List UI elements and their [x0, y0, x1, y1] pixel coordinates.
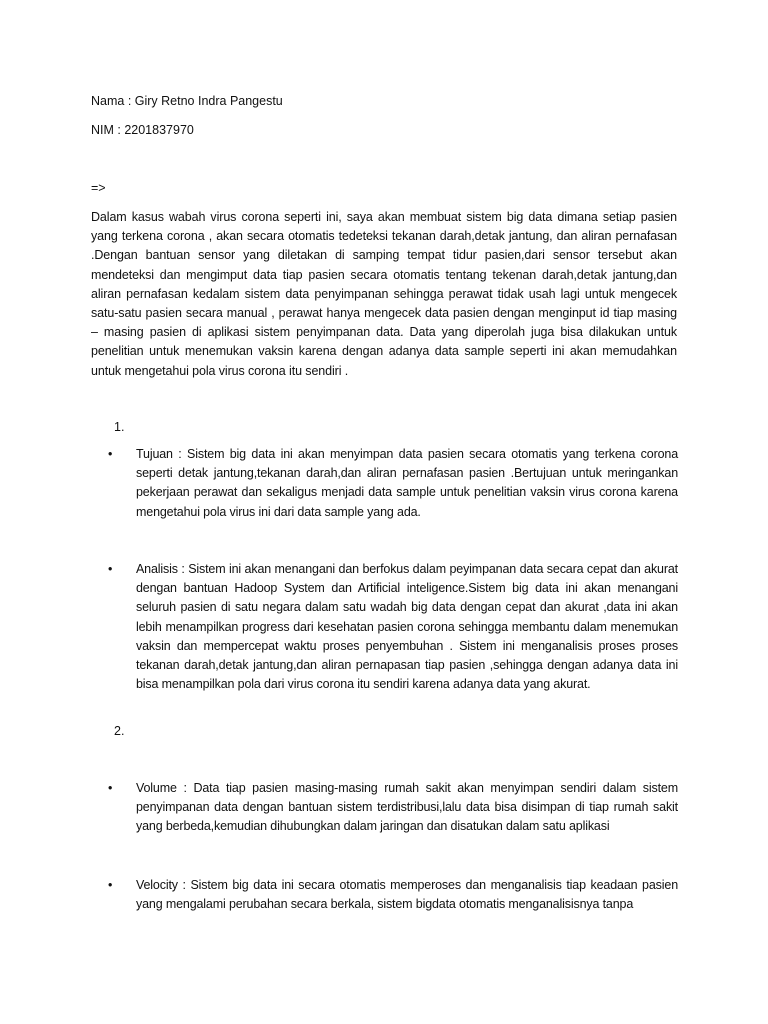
- bullet-marker: •: [108, 447, 113, 461]
- bullet-volume: [108, 779, 678, 839]
- section-1-number: 1.: [114, 420, 125, 434]
- bullet-analisis: [108, 560, 678, 720]
- section-2-number: 2.: [114, 724, 125, 738]
- bullet-marker: •: [108, 562, 113, 576]
- student-id-line: NIM : 2201837970: [91, 123, 194, 137]
- bullet-marker: •: [108, 878, 113, 892]
- bullet-velocity: [108, 876, 678, 916]
- bullet-tujuan: [108, 445, 678, 525]
- bullet-tujuan-text: Tujuan : Sistem big data ini akan menyimpan data pasien secara otomatis yang terkena corona seperti detak jantung,tekanan darah,dan aliran pernafasan pasien .Bertujuan untuk meringankan pekerjaan perawat dan sekaligus menjadi data sample untuk penelitian vaksin virus corona karena mengetahui pola virus ini dari data sample yang ada.: [136, 447, 678, 519]
- arrow-marker: =>: [91, 181, 106, 195]
- intro-paragraph: Dalam kasus wabah virus corona seperti ini, saya akan membuat sistem big data dimana setiap pasien yang terkena corona , akan secara otomatis tedeteksi tekanan darah,detak jantung, dan aliran pernafasan .Dengan bantuan sensor yang diletakan di samping tempat tidur pasien,dari sensor tersebut akan mendeteksi dan mengimput data tiap pasien secara otomatis tentang tekenan darah,detak jantung,dan aliran pernafasan kedalam sistem data penyimpanan sehingga perawat tidak usah lagi untuk mengecek satu-satu pasien secara manual , perawat hanya mengecek data pasien dengan menginput id tiap masing – masing pasien di aplikasi sistem penyimpanan data. Data yang diperolah juga bisa dilakukan untuk penelitian untuk menemukan vaksin karena dengan adanya data sample seperti ini akan memudahkan untuk mengetahui pola virus corona itu sendiri .: [91, 210, 677, 378]
- bullet-analisis-text: Analisis : Sistem ini akan menangani dan berfokus dalam peyimpanan data secara cepat dan akurat dengan bantuan Hadoop System dan Artificial inteligence.Sistem big data ini akan menangani seluruh pasien di satu negara dalam satu wadah big data dengan cepat dan akurat ,data ini akan lebih menampilkan progress dari kesehatan pasien corona sehingga membantu dalam menemukan vaksin dan mempercepat waktu proses penyembuhan . Sistem ini menganalisis proses proses tekanan darah,detak jantung,dan aliran pernapasan tiap pasien ,sehingga dengan adanya data ini bisa menampilkan pola dari virus corona itu sendiri karena adanya data yang akurat.: [136, 562, 678, 692]
- student-name-line: Nama : Giry Retno Indra Pangestu: [91, 94, 283, 108]
- bullet-marker: •: [108, 781, 113, 795]
- bullet-volume-text: Volume : Data tiap pasien masing-masing rumah sakit akan menyimpan sendiri dalam sistem penyimpanan data dengan bantuan sistem terdistribusi,lalu data bisa disimpan di tiap rumah sakit yang berbeda,kemudian dihubungkan dalam jaringan dan disatukan dalam satu aplikasi: [136, 781, 678, 834]
- bullet-velocity-text: Velocity : Sistem big data ini secara otomatis memperoses dan menganalisis tiap keadaan pasien yang mengalami perubahan secara berkala, sistem bigdata otomatis menganalisisnya tanpa: [136, 878, 678, 912]
